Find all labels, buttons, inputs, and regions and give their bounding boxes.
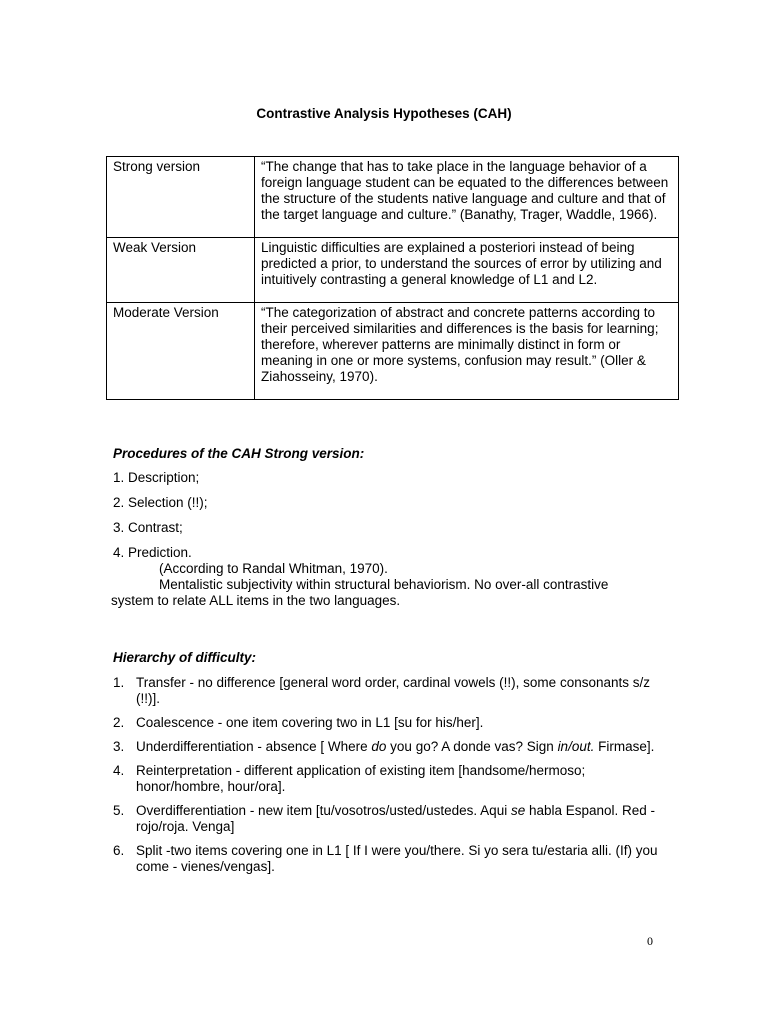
procedures-section — [113, 446, 608, 609]
list-item-text: Firmase]. — [594, 739, 655, 754]
hierarchy-heading: Hierarchy of difficulty: — [113, 650, 257, 665]
procedure-note: system to relate ALL items in the two languages. — [111, 593, 401, 608]
table-row — [107, 157, 679, 238]
list-item-text: habla Espanol. Red - rojo/roja. Venga] — [136, 803, 656, 834]
list-item-emphasis: in/out. — [557, 739, 595, 754]
list-item — [113, 739, 676, 755]
list-item-text: Split -two items covering one in L1 [ If I were you/there. Si yo sera tu/estaria alli. (If) you come - vienes/vengas]. — [136, 843, 658, 874]
list-item-number: 4. — [113, 763, 125, 778]
procedure-step: 3. Contrast; — [113, 520, 183, 535]
hierarchy-section — [113, 650, 676, 883]
version-label: Moderate Version — [107, 303, 255, 400]
table-row — [107, 303, 679, 400]
list-item-text: Transfer - no difference [general word order, cardinal vowels (!!), some consonants s/z (!!)]. — [136, 675, 650, 706]
cah-versions-table — [106, 156, 679, 400]
version-description: “The change that has to take place in the language behavior of a foreign language student can be equated to the differences between the structure of the students native language and culture and that of the target language and culture.” (Banathy, Trager, Waddle, 1966). — [255, 157, 679, 238]
list-item-text: Underdifferentiation - absence [ Where — [136, 739, 372, 754]
list-item — [113, 763, 676, 795]
version-description: Linguistic difficulties are explained a posteriori instead of being predicted a prior, to understand the sources of error by utilizing and intuitively contrasting a general knowledge of L1 and L2. — [255, 238, 679, 303]
version-description: “The categorization of abstract and concrete patterns according to their perceived similarities and differences is the basis for learning; therefore, wherever patterns are minimally distinct in form or meaning in one or more systems, confusion may result.” (Oller & Ziahosseiny, 1970). — [255, 303, 679, 400]
procedure-step: 4. Prediction. — [113, 545, 192, 560]
procedures-heading: Procedures of the CAH Strong version: — [113, 446, 365, 461]
list-item — [113, 715, 676, 731]
list-item-number: 5. — [113, 803, 125, 818]
procedure-step: 1. Description; — [113, 470, 200, 485]
procedure-step: 2. Selection (!!); — [113, 495, 208, 510]
list-item-number: 6. — [113, 843, 125, 858]
page-number: 0 — [647, 934, 653, 948]
list-item — [113, 843, 676, 875]
list-item-number: 1. — [113, 675, 125, 690]
table-row — [107, 238, 679, 303]
hierarchy-list — [113, 675, 676, 875]
procedure-note: Mentalistic subjectivity within structural behaviorism. No over-all contrastive — [159, 577, 609, 592]
list-item-text: Reinterpretation - different application of existing item [handsome/hermoso; honor/hombre, hour/ora]. — [136, 763, 586, 794]
list-item-number: 2. — [113, 715, 125, 730]
list-item-emphasis: se — [510, 803, 526, 818]
version-label: Weak Version — [107, 238, 255, 303]
version-label: Strong version — [107, 157, 255, 238]
list-item — [113, 675, 676, 707]
list-item-text: you go? A donde vas? Sign — [386, 739, 558, 754]
list-item-text: Overdifferentiation - new item [tu/vosotros/usted/ustedes. Aqui — [136, 803, 511, 818]
list-item-number: 3. — [113, 739, 125, 754]
procedure-note: (According to Randal Whitman, 1970). — [159, 561, 388, 576]
document-title: Contrastive Analysis Hypotheses (CAH) — [256, 106, 512, 121]
list-item — [113, 803, 676, 835]
list-item-text: Coalescence - one item covering two in L1 [su for his/her]. — [136, 715, 484, 730]
list-item-emphasis: do — [371, 739, 387, 754]
